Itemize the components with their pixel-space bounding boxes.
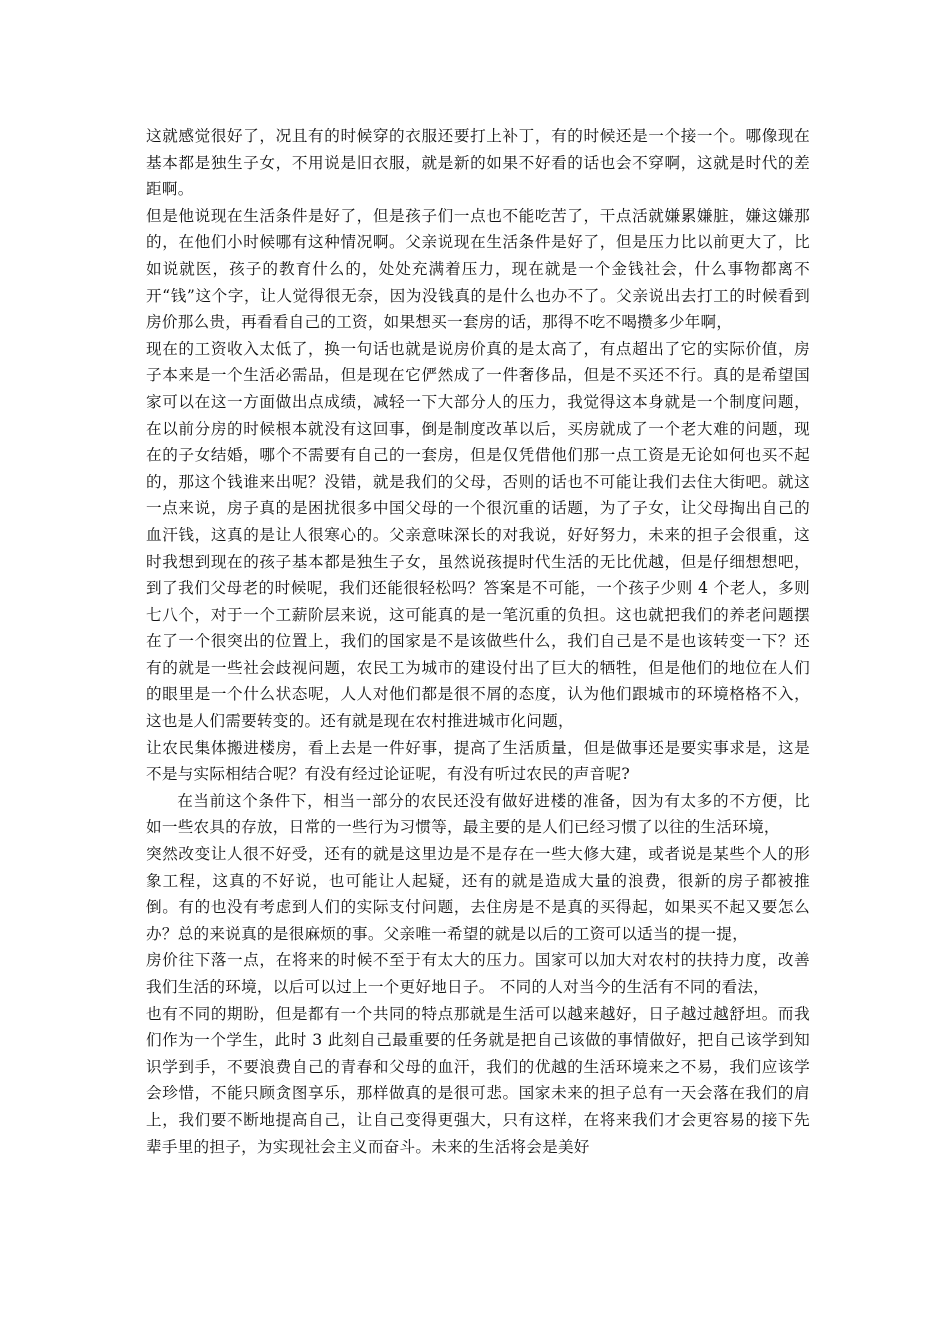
paragraph-1: 这就感觉很好了，况且有的时候穿的衣服还要打上补丁，有的时候还是一个接一个。哪像现在基本都是独生子女，不用说是旧衣服，就是新的如果不好看的话也会不穿啊，这就是时代的差距啊。 <box>146 127 810 199</box>
paragraph-3: 现在的工资收入太低了，换一句话也就是说房价真的是太高了，有点超出了它的实际价值，房子本来是一个生活必需品，但是现在它俨然成了一件奢侈品，但是不买还不行。真的是希望国家可以在这一方面做出点成绩，减轻一下大部分人的压力，我觉得这本身就是一个制度问题，在以前分房的时候根本就没有这回事，倒是制度改革以后，买房就成了一个老大难的问题，现在的子女结婚，哪个不需要有自己的一套房，但是仅凭借他们那一点工资是无论如何也买不起的，那这个钱谁来出呢？没错，就是我们的父母，否则的话也不可能让我们去住大街吧。就这一点来说，房子真的是困扰很多中国父母的一个很沉重的话题，为了子女，让父母掏出自己的血汗钱，这真的是让人很寒心的。父亲意味深长的对我说，好好努力，未来的担子会很重，这时我想到现在的孩子基本都是独生子女，虽然说孩提时代生活的无比优越，但是仔细想想吧，到了我们父母老的时候呢，我们还能很轻松吗？答案是不可能，一个孩子少则 4 个老人，多则七八个，对于一个工薪阶层来说，这可能真的是一笔沉重的负担。这也就把我们的养老问题摆在了一个很突出的位置上，我们的国家是不是该做些什么，我们自己是不是也该转变一下？还有的就是一些社会歧视问题，农民工为城市的建设付出了巨大的牺牲，但是他们的地位在人们的眼里是一个什么状态呢，人人对他们都是很不屑的态度，认为他们跟城市的环境格格不入，这也是人们需要转变的。还有就是现在农村推进城市化问题， <box>146 339 810 731</box>
paragraph-5: 在当前这个条件下，相当一部分的农民还没有做好进楼的准备，因为有太多的不方便，比如一些农具的存放，日常的一些行为习惯等，最主要的是人们已经习惯了以往的生活环境， <box>146 791 810 837</box>
paragraph-4: 让农民集体搬进楼房，看上去是一件好事，提高了生活质量，但是做事还是要实事求是，这是不是与实际相结合呢？有没有经过论证呢，有没有听过农民的声音呢? <box>146 738 810 784</box>
paragraph-2: 但是他说现在生活条件是好了，但是孩子们一点也不能吃苦了，干点活就嫌累嫌脏，嫌这嫌那的，在他们小时候哪有这种情况啊。父亲说现在生活条件是好了，但是压力比以前更大了，比如说就医，孩子的教育什么的，处处充满着压力，现在就是一个金钱社会，什么事物都离不开“钱”这个字，让人觉得很无奈，因为没钱真的是什么也办不了。父亲说出去打工的时候看到房价那么贵，再看看自己的工资，如果想买一套房的话，那得不吃不喝攒多少年啊， <box>146 206 810 332</box>
paragraph-8: 也有不同的期盼，但是都有一个共同的特点那就是生活可以越来越好，日子越过越舒坦。而我们作为一个学生，此时 3 此刻自己最重要的任务就是把自己该做的事情做好，把自己该学到知识学到手，不要浪费自己的青春和父母的血汗，我们的优越的生活环境来之不易，我们应该学会珍惜，不能只顾贪图享乐，那样做真的是很可悲。国家未来的担子总有一天会落在我们的肩上，我们要不断地提高自己，让自己变得更强大，只有这样，在将来我们才会更容易的接下先辈手里的担子，为实现社会主义而奋斗。未来的生活将会是美好 <box>146 1004 810 1156</box>
body-text <box>146 123 810 1160</box>
paragraph-7: 房价往下落一点，在将来的时候不至于有太大的压力。国家可以加大对农村的扶持力度，改善我们生活的环境，以后可以过上一个更好地日子。 不同的人对当今的生活有不同的看法， <box>146 951 810 996</box>
paragraph-6: 突然改变让人很不好受，还有的就是这里边是不是存在一些大修大建，或者说是某些个人的形象工程，这真的不好说，也可能让人起疑，还有的就是造成大量的浪费，很新的房子都被推倒。有的也没有考虑到人们的实际支付问题，去住房是不是真的买得起，如果买不起又要怎么办？总的来说真的是很麻烦的事。父亲唯一希望的就是以后的工资可以适当的提一提， <box>146 845 810 943</box>
